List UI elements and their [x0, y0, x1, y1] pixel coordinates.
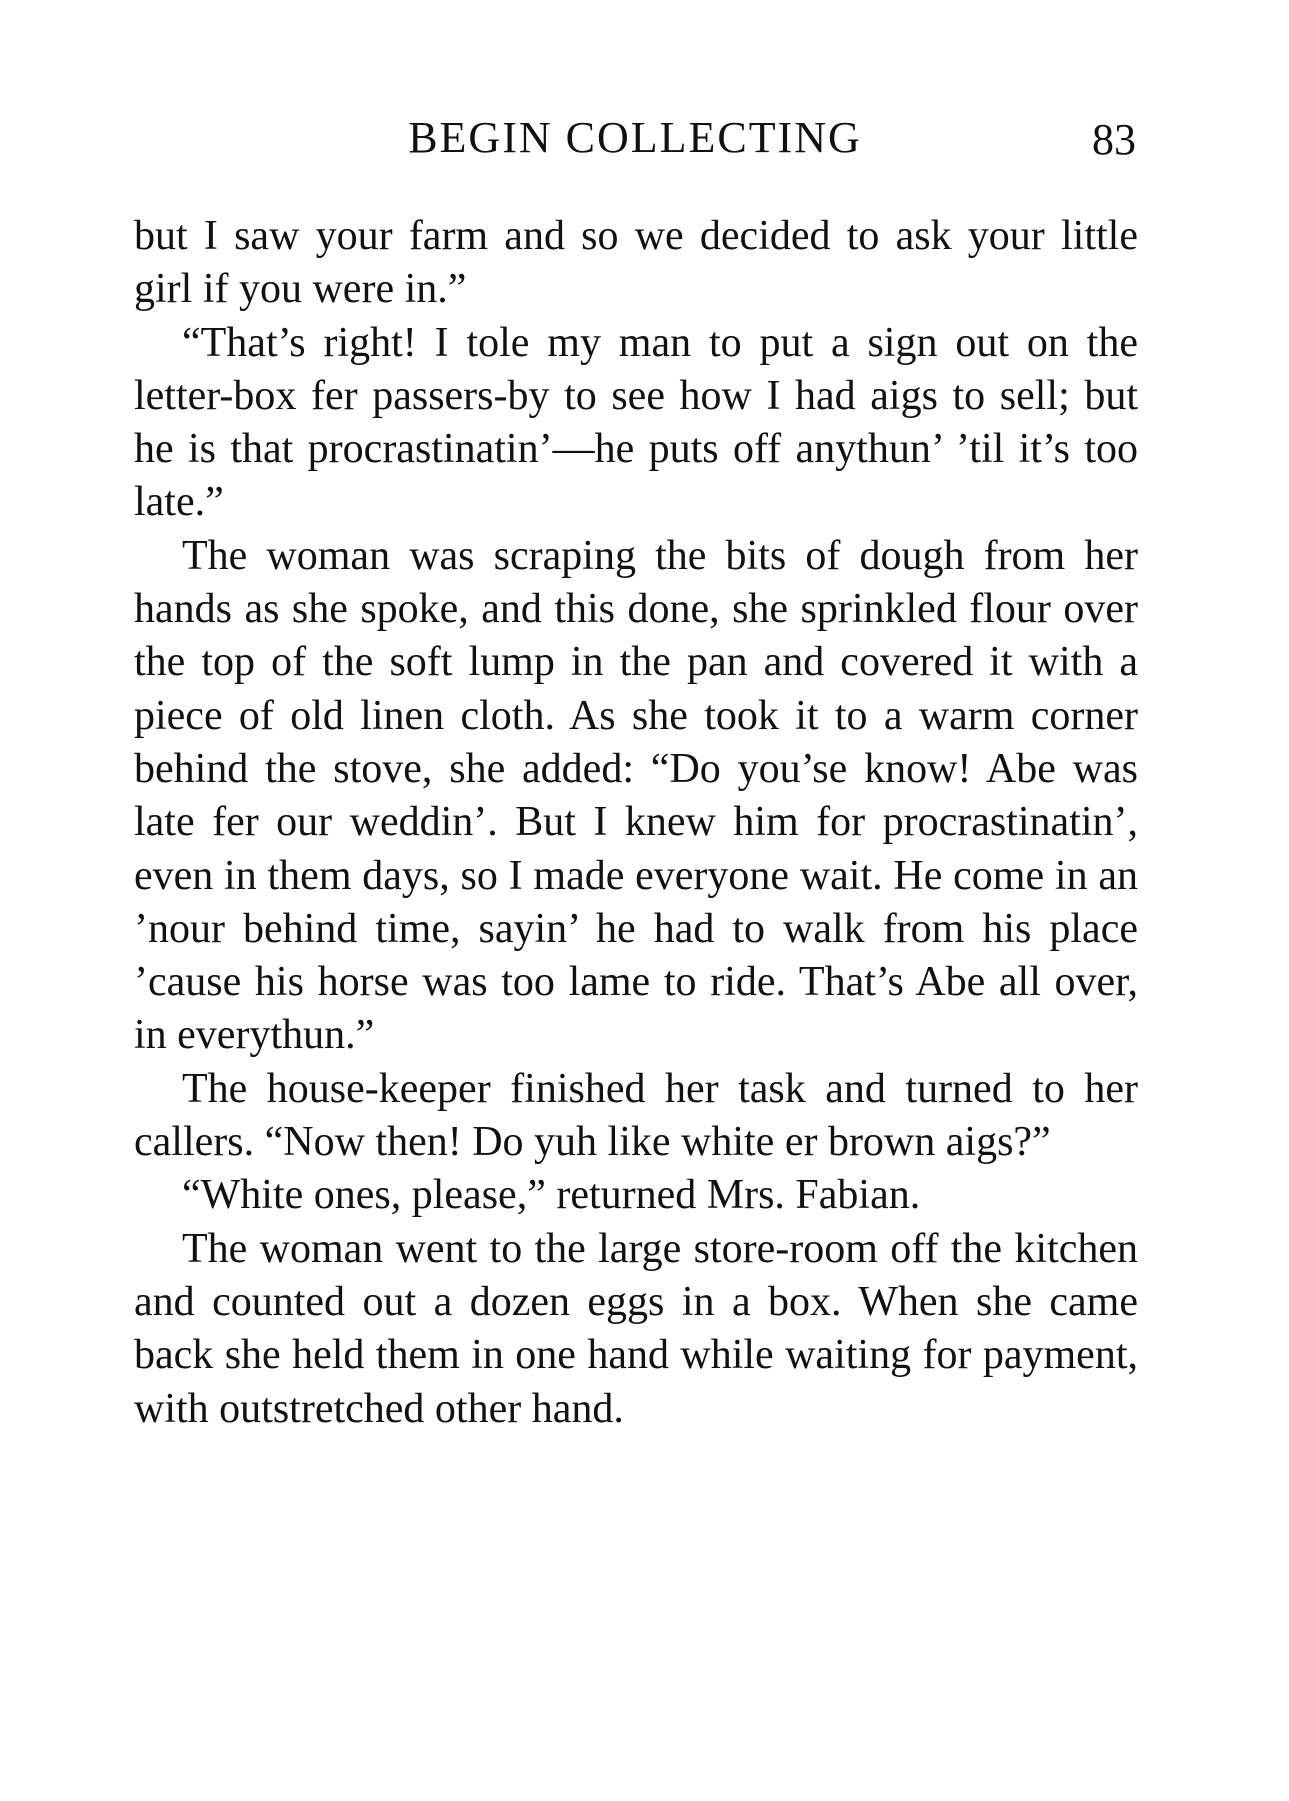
- paragraph: The house-keeper finished her task and turned to her callers. “Now then! Do yuh like white er brown aigs?”: [134, 1065, 1138, 1166]
- paragraph: The woman was scraping the bits of dough from her hands as she spoke, and this done, she sprinkled flour over the top of the soft lump in the pan and covered it with a piece of old linen cloth. As she took it to a warm corner behind the stove, she added: “Do you’se know! Abe was late fer our weddin’. But I knew him for procrastinatin’, even in them days, so I made everyone wait. He come in an ’nour behind time, sayin’ he had to walk from his place ’cause his horse was too lame to ride. That’s Abe all over, in everythun.”: [134, 532, 1138, 1059]
- paragraph-continued: but I saw your farm and so we decided to ask your little girl if you were in.”: [134, 213, 1138, 313]
- paragraph: “White ones, please,” returned Mrs. Fabian.: [182, 1172, 921, 1219]
- page-number: 83: [1092, 115, 1136, 164]
- running-head: [134, 112, 1136, 172]
- paragraph: “That’s right! I tole my man to put a sign out on the letter-box fer passers-by to see how I had aigs to sell; but he is that procrastinatin’—he puts off anythun’ ’til it’s too late.”: [134, 319, 1138, 526]
- paragraph: The woman went to the large store-room off the kitchen and counted out a dozen eggs in a box. When she came back she held them in one hand while waiting for payment, with outstretched other hand.: [134, 1225, 1138, 1432]
- running-title: BEGIN COLLECTING: [408, 113, 862, 162]
- body-text: [134, 210, 1138, 1436]
